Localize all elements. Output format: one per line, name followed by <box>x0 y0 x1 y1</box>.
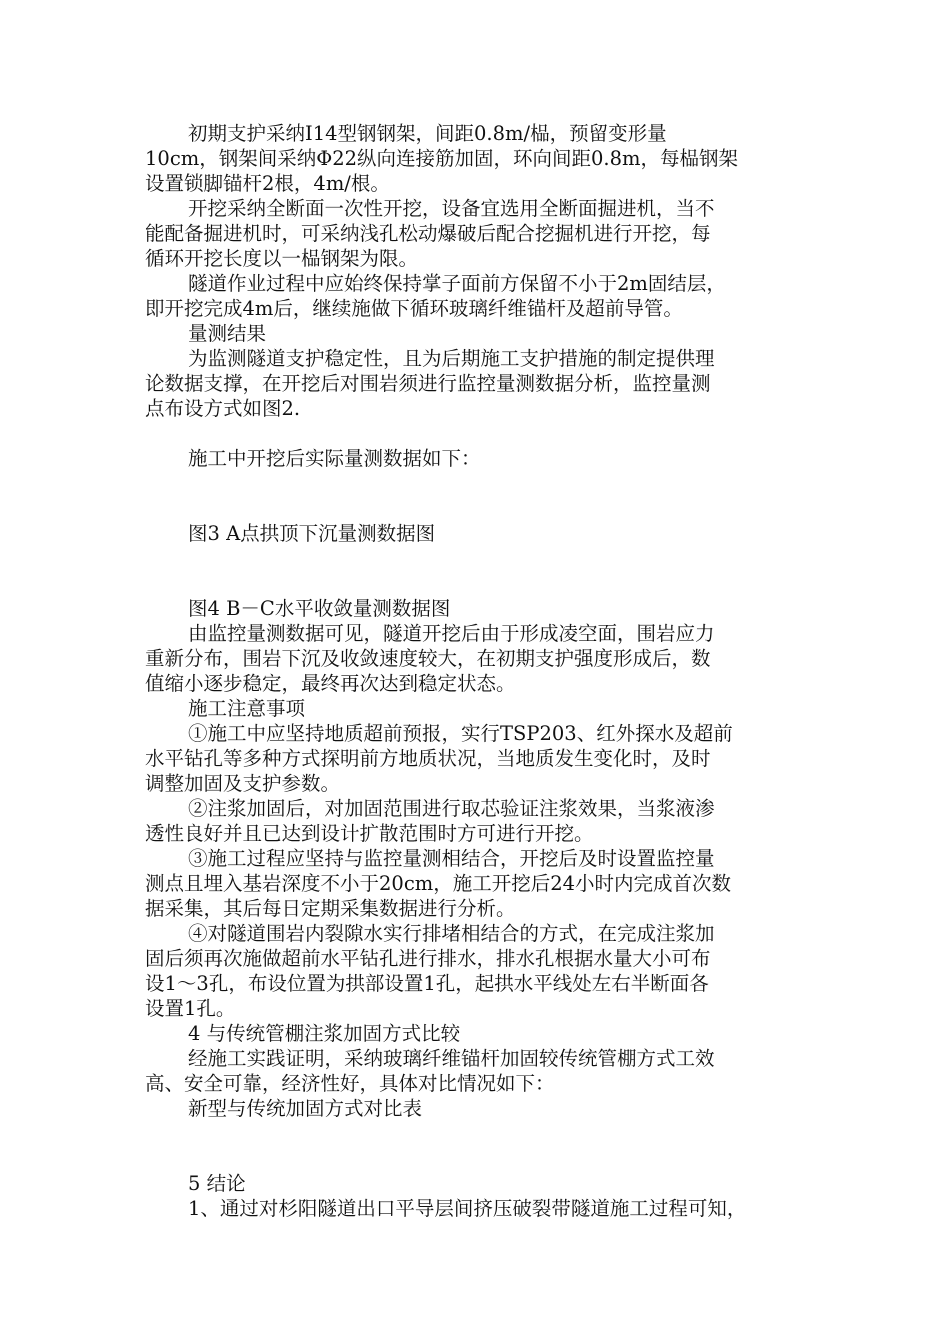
list-item-line: 据采集，其后每日定期采集数据进行分析。 <box>145 897 516 920</box>
figure-caption: 图4 B－C水平收敛量测数据图 <box>188 597 451 620</box>
list-item-line: ①施工中应坚持地质超前预报，实行TSP203、红外探水及超前 <box>188 722 733 745</box>
paragraph-line: 经施工实践证明，采纳玻璃纤维锚杆加固较传统管棚方式工效 <box>188 1047 715 1070</box>
paragraph-line: 论数据支撑，在开挖后对围岩须进行监控量测数据分析，监控量测 <box>145 372 711 395</box>
list-item-line: 固后须再次施做超前水平钻孔进行排水，排水孔根据水量大小可布 <box>145 947 711 970</box>
section-heading: 量测结果 <box>188 322 267 345</box>
paragraph-line: 10cm，钢架间采纳Φ22纵向连接筋加固，环向间距0.8m，每榀钢架 <box>145 147 739 170</box>
paragraph-line: 点布设方式如图2. <box>145 397 301 420</box>
paragraph-line: 由监控量测数据可见，隧道开挖后由于形成凌空面，围岩应力 <box>188 622 715 645</box>
paragraph-line: 为监测隧道支护稳定性，且为后期施工支护措施的制定提供理 <box>188 347 715 370</box>
list-item-line: ④对隧道围岩内裂隙水实行排堵相结合的方式，在完成注浆加 <box>188 922 715 945</box>
list-item-line: 设1～3孔，布设位置为拱部设置1孔，起拱水平线处左右半断面各 <box>145 972 709 995</box>
paragraph-line: 1、通过对杉阳隧道出口平导层间挤压破裂带隧道施工过程可知， <box>188 1197 747 1220</box>
paragraph-line: 设置锁脚锚杆2根，4m/根。 <box>145 172 390 195</box>
list-item-line: 水平钻孔等多种方式探明前方地质状况，当地质发生变化时，及时 <box>145 747 711 770</box>
section-heading: 5 结论 <box>188 1172 246 1195</box>
paragraph-line: 重新分布，围岩下沉及收敛速度较大，在初期支护强度形成后，数 <box>145 647 711 670</box>
list-item-line: ③施工过程应坚持与监控量测相结合，开挖后及时设置监控量 <box>188 847 715 870</box>
table-caption: 新型与传统加固方式对比表 <box>188 1097 423 1120</box>
figure-caption: 图3 A点拱顶下沉量测数据图 <box>188 522 436 545</box>
list-item-line: 调整加固及支护参数。 <box>145 772 341 795</box>
paragraph-line: 施工中开挖后实际量测数据如下： <box>188 447 481 470</box>
list-item-line: 设置1孔。 <box>145 997 236 1020</box>
list-item-line: ②注浆加固后，对加固范围进行取芯验证注浆效果，当浆液渗 <box>188 797 715 820</box>
paragraph-line: 值缩小逐步稳定，最终再次达到稳定状态。 <box>145 672 516 695</box>
paragraph-line: 高、安全可靠，经济性好，具体对比情况如下： <box>145 1072 555 1095</box>
list-item-line: 测点且埋入基岩深度不小于20cm，施工开挖后24小时内完成首次数 <box>145 872 732 895</box>
section-heading: 4 与传统管棚注浆加固方式比较 <box>188 1022 461 1045</box>
paragraph-line: 开挖采纳全断面一次性开挖，设备宜选用全断面掘进机，当不 <box>188 197 715 220</box>
paragraph-line: 循环开挖长度以一榀钢架为限。 <box>145 247 419 270</box>
list-item-line: 透性良好并且已达到设计扩散范围时方可进行开挖。 <box>145 822 594 845</box>
paragraph-line: 即开挖完成4m后，继续施做下循环玻璃纤维锚杆及超前导管。 <box>145 297 683 320</box>
section-heading: 施工注意事项 <box>188 697 306 720</box>
paragraph-line: 初期支护采纳I14型钢钢架，间距0.8m/榀，预留变形量 <box>188 122 667 145</box>
paragraph-line: 隧道作业过程中应始终保持掌子面前方保留不小于2m固结层， <box>188 272 726 295</box>
paragraph-line: 能配备掘进机时，可采纳浅孔松动爆破后配合挖掘机进行开挖，每 <box>145 222 711 245</box>
